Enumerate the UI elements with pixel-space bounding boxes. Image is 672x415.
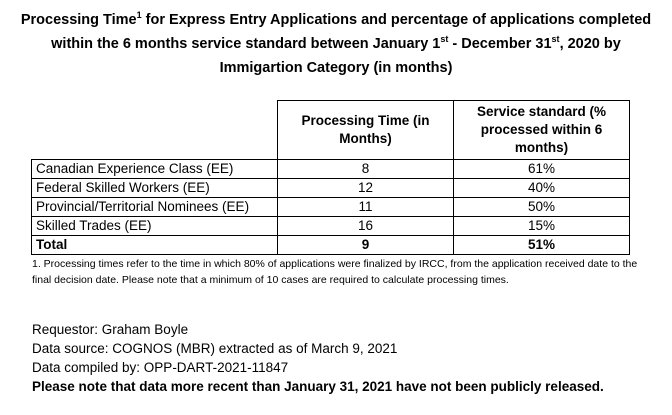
total-label: Total: [32, 236, 278, 255]
requestor-line: Requestor: Graham Boyle: [32, 322, 189, 337]
row-category: Federal Skilled Workers (EE): [32, 179, 278, 198]
table-header-row: [32, 101, 630, 160]
footnote: 1. Processing times refer to the time in which 80% of applications were finalized by IRCC, from the application received date to the final decision date. Please note that a minimum of 10 cases are required to calculate processing times.: [32, 258, 638, 286]
total-row: [32, 236, 630, 255]
table-row: [32, 217, 630, 236]
metadata-block: [32, 320, 662, 396]
row-category: Canadian Experience Class (EE): [32, 160, 278, 179]
row-service-standard: 40%: [454, 179, 630, 198]
header-blank-cell: [32, 101, 278, 160]
total-processing-time: 9: [278, 236, 454, 255]
table-row: [32, 198, 630, 217]
row-service-standard: 15%: [454, 217, 630, 236]
row-category: Provincial/Territorial Nominees (EE): [32, 198, 278, 217]
row-processing-time: 12: [278, 179, 454, 198]
row-processing-time: 8: [278, 160, 454, 179]
processing-time-table: [31, 100, 630, 255]
table-row: [32, 160, 630, 179]
compiled-by-line: Data compiled by: OPP-DART-2021-11847: [32, 360, 289, 375]
row-processing-time: 11: [278, 198, 454, 217]
page-title: Processing Time$^1$ for Express Entry Applications and percentage of applications completed within the 6 months service standard between January 1st - December 31st, 2020 by Immigartion Category (in months): [20, 10, 652, 76]
row-category: Skilled Trades (EE): [32, 217, 278, 236]
header-processing-time: Processing Time (in Months): [278, 101, 454, 160]
row-service-standard: 50%: [454, 198, 630, 217]
release-notice: Please note that data more recent than January 31, 2021 have not been publicly released.: [32, 379, 604, 394]
total-service-standard: 51%: [454, 236, 630, 255]
data-source-line: Data source: COGNOS (MBR) extracted as of March 9, 2021: [32, 341, 398, 356]
row-service-standard: 61%: [454, 160, 630, 179]
row-processing-time: 16: [278, 217, 454, 236]
header-service-standard: Service standard (% processed within 6 months): [454, 101, 630, 160]
table-row: [32, 179, 630, 198]
